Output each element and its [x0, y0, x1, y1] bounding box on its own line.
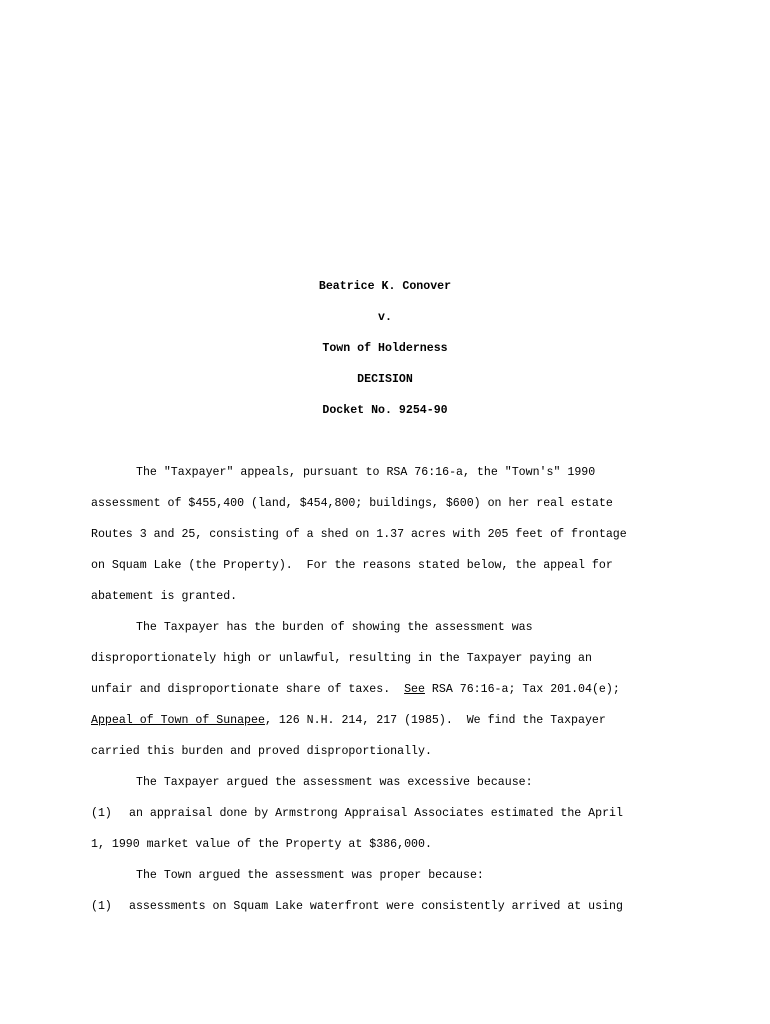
document-title: DECISION: [357, 373, 413, 386]
text-span: unfair and disproportionate share of taxes.: [91, 683, 405, 696]
paragraph-line: The Taxpayer has the burden of showing the assessment was: [136, 621, 533, 634]
case-citation: Appeal of Town of Sunapee: [91, 714, 265, 727]
paragraph-line: The "Taxpayer" appeals, pursuant to RSA 76:16-a, the "Town's" 1990: [136, 466, 596, 479]
respondent-name: Town of Holderness: [322, 342, 448, 355]
list-item-text: an appraisal done by Armstrong Appraisal Associates estimated the April: [129, 807, 623, 820]
list-item-number: (1): [91, 807, 112, 820]
text-span: , 126 N.H. 214, 217 (1985). We find the Taxpayer: [264, 714, 606, 727]
paragraph-line: Routes 3 and 25, consisting of a shed on 1.37 acres with 205 feet of frontage: [91, 528, 627, 541]
paragraph-line: abatement is granted.: [91, 590, 238, 603]
text-span: RSA 76:16-a; Tax 201.04(e);: [424, 683, 620, 696]
list-item: [91, 803, 691, 834]
list-item-continuation: 1, 1990 market value of the Property at $386,000.: [91, 838, 432, 851]
versus-label: v.: [378, 311, 392, 324]
paragraph-line: [91, 710, 691, 741]
petitioner-name: Beatrice K. Conover: [318, 280, 452, 293]
paragraph-line: assessment of $455,400 (land, $454,800; buildings, $600) on her real estate: [91, 497, 613, 510]
paragraph-line: [91, 679, 691, 710]
paragraph-line: The Town argued the assessment was proper because:: [136, 869, 484, 882]
decision-body: [91, 462, 691, 927]
paragraph-line: on Squam Lake (the Property). For the reasons stated below, the appeal for: [91, 559, 613, 572]
docket-number: Docket No. 9254-90: [322, 404, 448, 417]
paragraph-line: disproportionately high or unlawful, resulting in the Taxpayer paying an: [91, 652, 592, 665]
list-item-number: (1): [91, 900, 112, 913]
paragraph-line: carried this burden and proved disproportionally.: [91, 745, 432, 758]
list-item: [91, 896, 691, 927]
paragraph-line: The Taxpayer argued the assessment was excessive because:: [136, 776, 533, 789]
citation-signal-see: See: [404, 683, 425, 696]
list-item-text: assessments on Squam Lake waterfront were consistently arrived at using: [129, 900, 623, 913]
case-caption: [0, 277, 770, 432]
